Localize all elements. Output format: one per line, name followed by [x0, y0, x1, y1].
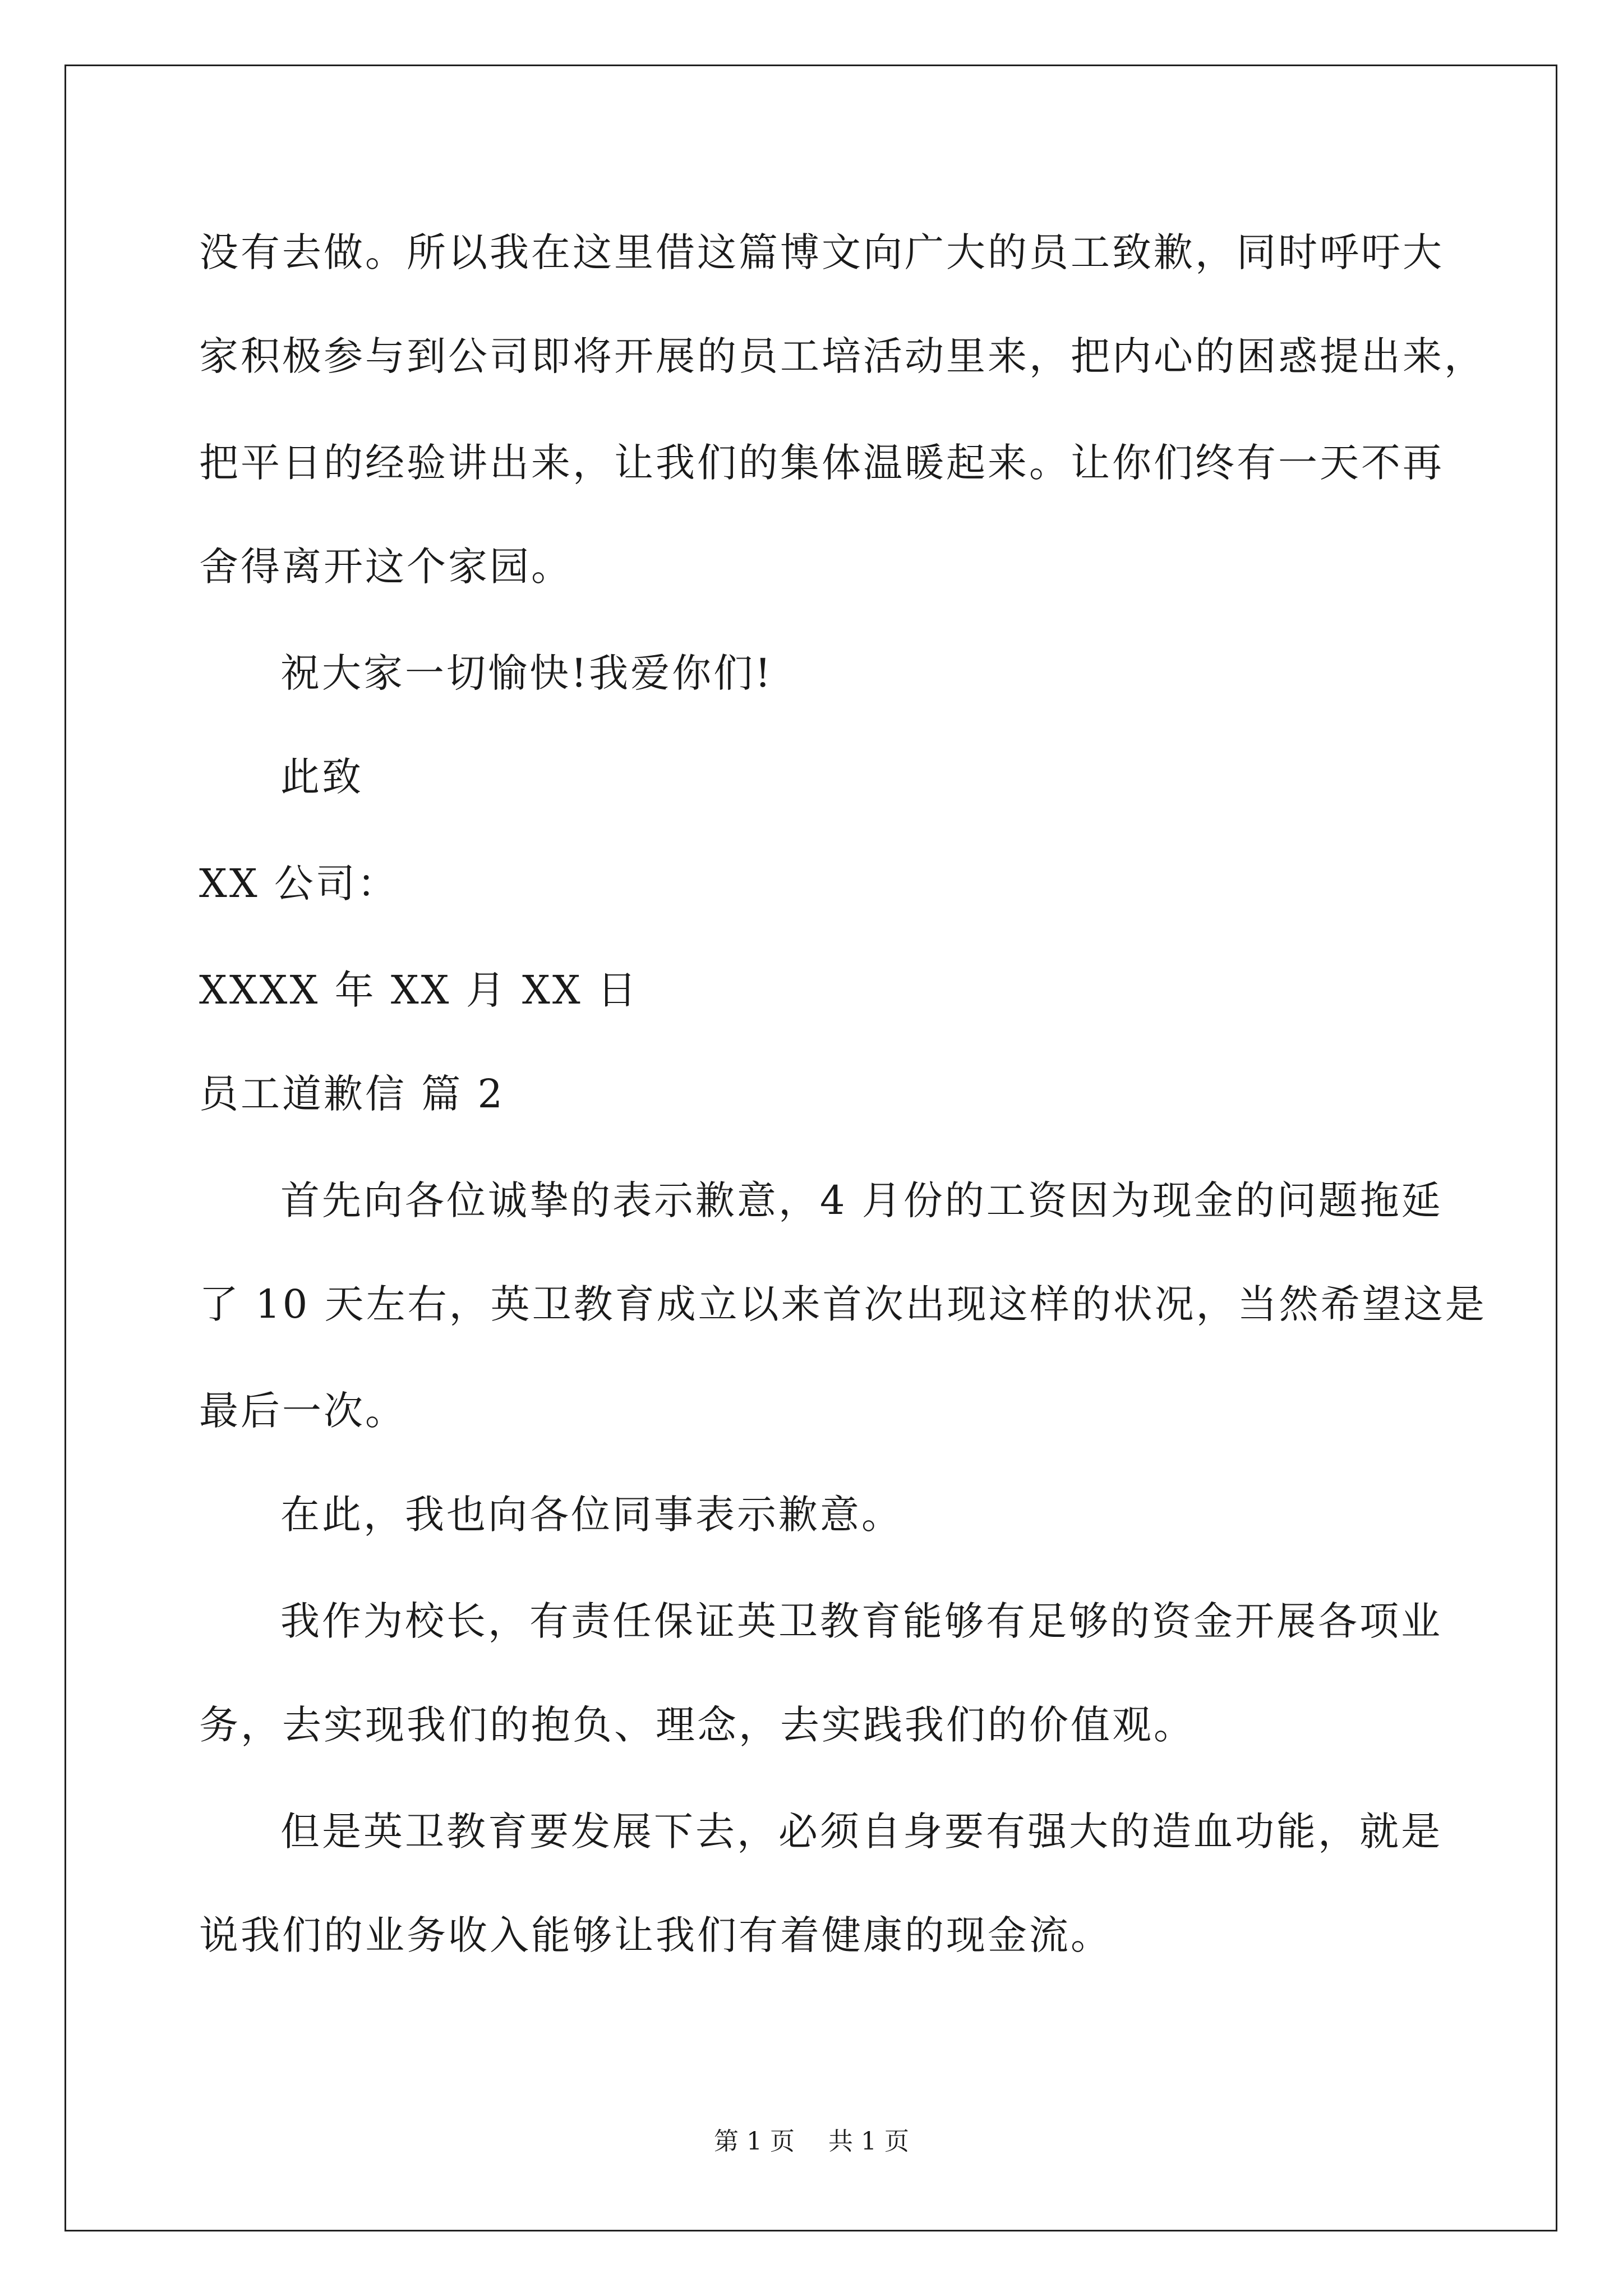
page-number: 第 1 页	[714, 2127, 795, 2156]
closing-wish: 祝大家一切愉快!我爱你们!	[280, 650, 773, 696]
section-heading: 员工道歉信 篇 2	[199, 1071, 505, 1117]
paragraph-line: 首先向各位诚挚的表示歉意，4 月份的工资因为现金的问题拖延	[280, 1177, 1443, 1223]
paragraph-line: 最后一次。	[199, 1388, 407, 1434]
page-footer	[0, 2127, 1623, 2156]
paragraph-line: 把平日的经验讲出来，让我们的集体温暖起来。让你们终有一天不再	[199, 440, 1444, 486]
page-total: 共 1 页	[828, 2127, 909, 2156]
company-signature: XX 公司：	[199, 861, 399, 907]
paragraph-line: 务，去实现我们的抱负、理念，去实践我们的价值观。	[199, 1702, 1195, 1748]
page-border	[64, 65, 1557, 2231]
paragraph-line: 说我们的业务收入能够让我们有着健康的现金流。	[199, 1912, 1112, 1958]
paragraph-line: 在此，我也向各位同事表示歉意。	[280, 1492, 903, 1538]
paragraph-line: 家积极参与到公司即将开展的员工培活动里来，把内心的困惑提出来，	[199, 333, 1486, 379]
paragraph-line: 我作为校长，有责任保证英卫教育能够有足够的资金开展各项业	[280, 1598, 1442, 1644]
paragraph-line: 但是英卫教育要发展下去，必须自身要有强大的造血功能，就是	[280, 1809, 1442, 1855]
date-line: XXXX 年 XX 月 XX 日	[199, 967, 639, 1013]
paragraph-line: 没有去做。所以我在这里借这篇博文向广大的员工致歉，同时呼吁大	[199, 229, 1444, 275]
salutation: 此致	[280, 754, 363, 800]
paragraph-line: 了 10 天左右，英卫教育成立以来首次出现这样的状况，当然希望这是	[199, 1281, 1487, 1327]
paragraph-line: 舍得离开这个家园。	[199, 544, 573, 590]
